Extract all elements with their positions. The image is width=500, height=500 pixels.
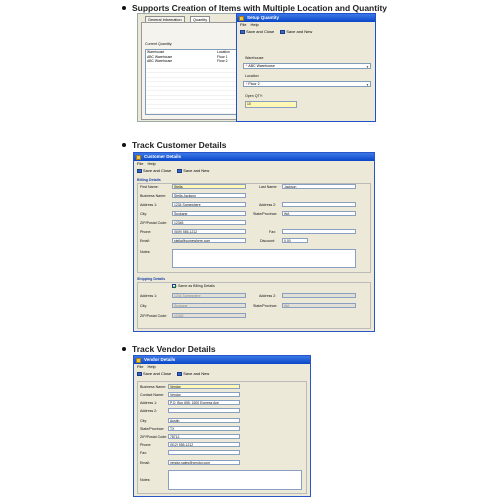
ship-city-input[interactable]: Spokane	[172, 303, 246, 308]
toolbar	[134, 167, 374, 175]
contact-name-label: Contact Name:	[140, 393, 164, 397]
first-name-label: First Name:	[140, 185, 159, 189]
bullet-2	[122, 143, 126, 147]
location-value: Floor 2	[248, 82, 260, 86]
grid-cell: Warehouse	[147, 50, 165, 54]
fax-label: Fax:	[140, 451, 147, 455]
address1-label: Address 1:	[140, 203, 158, 207]
city-input[interactable]: Spokane	[172, 211, 246, 216]
menu-file[interactable]: File	[137, 161, 144, 166]
toolbar	[237, 28, 375, 36]
last-name-label: Last Name:	[259, 185, 278, 189]
notes-label: Notes:	[140, 250, 151, 254]
grid-cell: Floor 2	[217, 59, 228, 63]
vendor-window	[133, 355, 311, 497]
save-and-new-button[interactable]	[177, 167, 209, 175]
grid-cell: ABC Warehouse	[147, 59, 173, 63]
section-heading-customer: Track Customer Details	[132, 140, 227, 150]
zip-label: ZIP/Postal Code:	[140, 221, 168, 225]
save-and-new-label: Save and New	[286, 29, 313, 34]
section-heading-vendor: Track Vendor Details	[132, 344, 216, 354]
warehouse-select[interactable]: * ABC Warehouse ▼	[243, 63, 371, 69]
setup-quantity-dialog	[236, 13, 376, 122]
ship-zip-input[interactable]: 12345	[172, 313, 246, 318]
warehouse-value: ABC Warehouse	[248, 64, 275, 68]
state-input[interactable]: WA	[282, 211, 356, 216]
bullet-1	[122, 6, 126, 10]
fax-input[interactable]	[168, 450, 240, 455]
dialog-title: Setup Quantity	[247, 15, 280, 20]
grid-cell: Location	[217, 50, 230, 54]
menu-help[interactable]: Help	[147, 161, 156, 166]
shipping-details-heading: Shipping Details	[137, 277, 166, 281]
save-and-close-button[interactable]	[137, 167, 171, 175]
first-name-input[interactable]: Stella	[172, 184, 246, 189]
current-quantity-label: Current Quantity:	[145, 42, 173, 46]
state-label: State/Province:	[253, 212, 278, 216]
save-new-icon	[280, 30, 285, 35]
open-qty-label: Open QTY:	[245, 94, 263, 98]
ship-address1-input[interactable]: 1234 Somewhere	[172, 293, 246, 298]
save-and-close-label: Save and Close	[143, 168, 172, 173]
tab-quantity[interactable]: Quantity	[190, 16, 210, 22]
tab-general-information[interactable]: General Information	[145, 16, 185, 22]
city-input[interactable]: Austin	[168, 418, 240, 423]
zip-input[interactable]: 78712	[168, 434, 240, 439]
customer-titlebar	[134, 153, 374, 161]
phone-input[interactable]: (509) 555-1212	[172, 229, 246, 234]
menu-file[interactable]: File	[137, 364, 144, 369]
customer-window	[133, 152, 375, 332]
discount-label: Discount:	[260, 239, 275, 243]
save-and-new-label: Save and New	[183, 168, 210, 173]
bullet-3	[122, 347, 126, 351]
window-title: Customer Details	[144, 154, 182, 159]
fax-input[interactable]	[282, 229, 356, 234]
ship-zip-label: ZIP/Postal Code:	[140, 314, 168, 318]
phone-label: Phone:	[140, 443, 152, 447]
app-icon	[136, 358, 141, 363]
save-icon	[137, 169, 142, 174]
menu-help[interactable]: Help	[147, 364, 156, 369]
save-new-icon	[177, 372, 182, 377]
notes-textarea[interactable]	[172, 249, 356, 268]
toolbar	[134, 370, 310, 378]
location-select[interactable]: * Floor 2 ▼	[243, 81, 371, 87]
section-heading-items: Supports Creation of Items with Multiple Location and Quantity	[132, 3, 388, 13]
open-qty-input[interactable]	[245, 101, 297, 108]
email-input[interactable]: vendor.sales@vendor.com	[168, 460, 240, 465]
grid-cell: ABC Warehouse	[147, 54, 173, 59]
state-input[interactable]: TX	[168, 426, 240, 431]
save-and-close-label: Save and Close	[246, 29, 275, 34]
same-as-billing-label: Same as Billing Details	[178, 284, 215, 288]
ship-address1-label: Address 1:	[140, 294, 158, 298]
warehouse-label: Warehouse:	[245, 56, 265, 60]
business-name-label: Business Name:	[140, 385, 167, 389]
zip-label: ZIP/Postal Code:	[140, 435, 168, 439]
chevron-down-icon: ▼	[366, 82, 369, 87]
open-qty-value: 10	[247, 102, 251, 106]
window-title: Vendor Details	[144, 357, 176, 362]
ship-city-label: City:	[140, 304, 148, 308]
save-and-close-label: Save and Close	[143, 371, 172, 376]
save-and-close-button[interactable]	[240, 28, 274, 36]
chevron-down-icon: ▼	[366, 64, 369, 69]
billing-details-heading: Billing Details	[137, 178, 161, 182]
fax-label: Fax:	[269, 230, 276, 234]
save-and-close-button[interactable]	[137, 370, 171, 378]
dialog-titlebar	[237, 14, 375, 22]
address2-label: Address 2:	[259, 203, 277, 207]
phone-input[interactable]: (512) 555-1212	[168, 442, 240, 447]
save-icon	[137, 372, 142, 377]
address1-label: Address 1:	[140, 401, 158, 405]
business-name-input[interactable]: Vendor	[168, 384, 240, 389]
address2-input[interactable]	[168, 408, 240, 413]
business-name-label: Business Name:	[140, 194, 167, 198]
menu-help[interactable]: Help	[250, 22, 259, 27]
address1-input[interactable]: P.O. Box 655, 1500 Express Ave	[168, 400, 240, 405]
ship-state-input[interactable]: WA	[282, 303, 356, 308]
state-label: State/Province:	[140, 427, 165, 431]
contact-name-input[interactable]: Vendor	[168, 392, 240, 397]
app-icon	[239, 16, 244, 21]
save-and-new-button[interactable]	[280, 28, 312, 36]
ship-address2-label: Address 2:	[259, 294, 277, 298]
notes-textarea[interactable]	[168, 470, 302, 490]
vendor-titlebar	[134, 356, 310, 364]
city-label: City:	[140, 419, 148, 423]
menu-file[interactable]: File	[240, 22, 247, 27]
ship-address2-input[interactable]	[282, 293, 356, 298]
location-label: Location	[245, 74, 259, 78]
zip-input[interactable]: 12345	[172, 220, 246, 225]
discount-input[interactable]: 0.00	[282, 238, 308, 243]
address1-input[interactable]: 1234 Somewhere	[172, 202, 246, 207]
last-name-input[interactable]: Jackson	[282, 184, 356, 189]
email-input[interactable]: stella@somewhere.com	[172, 238, 246, 243]
same-as-billing-checkbox[interactable]	[172, 284, 176, 288]
save-new-icon	[177, 169, 182, 174]
notes-label: Notes:	[140, 478, 151, 482]
grid-cell: Floor 1	[217, 54, 228, 59]
phone-label: Phone:	[140, 230, 152, 234]
business-name-input[interactable]: Stella Jackson	[172, 193, 246, 198]
save-icon	[240, 30, 245, 35]
app-icon	[136, 155, 141, 160]
email-label: Email:	[140, 239, 150, 243]
save-and-new-label: Save and New	[183, 371, 210, 376]
city-label: City:	[140, 212, 148, 216]
save-and-new-button[interactable]	[177, 370, 209, 378]
address2-label: Address 2:	[140, 409, 158, 413]
email-label: Email:	[140, 461, 150, 465]
address2-input[interactable]	[282, 202, 356, 207]
ship-state-label: State/Province:	[253, 304, 278, 308]
